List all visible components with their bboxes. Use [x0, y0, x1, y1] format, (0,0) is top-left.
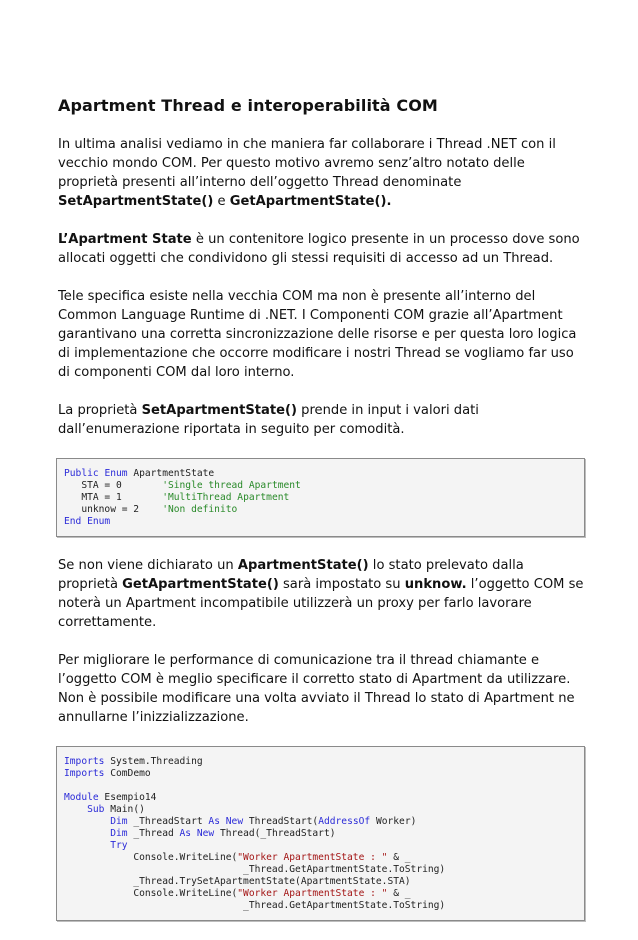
code-keyword: Imports: [64, 756, 105, 767]
code-text: MTA = 1: [64, 492, 163, 503]
bold-term: GetApartmentState(): [122, 577, 279, 592]
code-line: [64, 828, 578, 840]
bold-term: SetApartmentState(): [141, 403, 297, 418]
code-text: unknow = 2: [64, 504, 163, 515]
code-text: STA = 0: [64, 480, 163, 491]
code-line: [64, 504, 578, 516]
code-line: [64, 492, 578, 504]
bold-term: ApartmentState(): [237, 558, 369, 573]
code-block-enum: [56, 458, 585, 537]
code-keyword: As: [208, 816, 220, 827]
code-text: _Thread.GetApartmentState.ToString): [64, 900, 446, 911]
bold-term: GetApartmentState().: [229, 194, 392, 209]
code-indent: [64, 888, 133, 899]
code-line: [64, 888, 578, 900]
code-text: & _: [387, 852, 411, 863]
code-line: [64, 816, 578, 828]
code-line: [64, 468, 578, 480]
code-keyword: End: [64, 516, 82, 527]
code-keyword: Module: [64, 792, 99, 803]
text: In ultima analisi vediamo in che maniera far collaborare i Thread .NET con il vecchio mondo COM. Per questo motivo avremo senz’altro notato delle proprietà presenti all’interno dell’oggetto Thread denominate: [58, 137, 556, 190]
text: lo stato prelevato dalla proprietà: [58, 558, 524, 592]
code-comment: 'MultiThread Apartment: [162, 492, 290, 503]
code-keyword: AddressOf: [318, 816, 371, 827]
code-line: [64, 756, 578, 768]
code-text: Main(): [104, 804, 145, 815]
code-line: [64, 900, 578, 912]
code-text: _ThreadStart: [127, 816, 209, 827]
code-text: & _: [387, 888, 411, 899]
code-string: "Worker ApartmentState : ": [237, 852, 388, 863]
code-keyword: Imports: [64, 768, 105, 779]
code-line: [64, 768, 578, 780]
code-keyword: Enum: [87, 516, 111, 527]
code-line: [64, 792, 578, 804]
text: sarà impostato su: [278, 577, 405, 592]
code-text: _Thread.TrySetApartmentState(ApartmentState.STA): [64, 876, 411, 887]
bold-term: SetApartmentState(): [58, 194, 214, 209]
code-text: Thread(_ThreadStart): [214, 828, 336, 839]
code-text: _Thread.GetApartmentState.ToString): [64, 864, 446, 875]
code-keyword: New: [196, 828, 215, 839]
bold-term: unknow.: [404, 577, 467, 592]
code-keyword: Public: [64, 468, 99, 479]
code-string: "Worker ApartmentState : ": [237, 888, 388, 899]
code-indent: [64, 816, 110, 827]
code-block-example: [56, 746, 585, 921]
section-heading: Apartment Thread e interoperabilità COM: [58, 96, 438, 115]
code-line: [64, 840, 578, 852]
code-comment: 'Single thread Apartment: [162, 480, 301, 491]
bold-term: L’Apartment State: [58, 232, 192, 247]
code-line: [64, 804, 578, 816]
text: e: [213, 194, 230, 209]
code-indent: [64, 852, 133, 863]
code-text: _Thread: [127, 828, 180, 839]
code-keyword: New: [225, 816, 244, 827]
text: prende in input i valori dati dall’enumerazione riportata in seguito per comodità.: [58, 403, 479, 437]
code-indent: [64, 828, 110, 839]
code-keyword: Try: [110, 840, 128, 851]
code-text: ThreadStart(: [243, 816, 319, 827]
code-line: [64, 864, 578, 876]
code-line-empty: [64, 780, 578, 792]
code-text: ApartmentState: [127, 468, 215, 479]
code-line: [64, 516, 578, 528]
code-text: ComDemo: [104, 768, 151, 779]
code-text: Console.WriteLine(: [133, 852, 238, 863]
code-keyword: Dim: [110, 816, 128, 827]
code-text: Worker): [370, 816, 417, 827]
code-indent: [64, 804, 87, 815]
paragraph-set-apartment: [58, 401, 586, 439]
code-text: Esempio14: [98, 792, 157, 803]
paragraph-apartment-state: [58, 230, 586, 268]
text: l’oggetto COM se noterà un Apartment incompatibile utilizzerà un proxy per farlo lavorare correttamente.: [58, 577, 584, 630]
code-indent: [64, 840, 110, 851]
text: Se non viene dichiarato un: [58, 558, 238, 573]
code-keyword: Enum: [104, 468, 128, 479]
code-line: [64, 876, 578, 888]
code-text: Console.WriteLine(: [133, 888, 238, 899]
text: è un contenitore logico presente in un processo dove sono allocati oggetti che condividono gli stessi requisiti di accesso ad un Thread.: [58, 232, 580, 266]
paragraph-performance: Per migliorare le performance di comunicazione tra il thread chiamante e l’oggetto COM è meglio specificare il corretto stato di Apartment da utilizzare. Non è possibile modificare una volta avviato il Thread lo stato di Apartment ne annullarne l’inizzializzazione.: [58, 653, 575, 725]
code-keyword: As: [179, 828, 192, 839]
paragraph-com: Tele specifica esiste nella vecchia COM ma non è presente all’interno del Common Language Runtime di .NET. I Componenti COM grazie all’Apartment garantivano una corretta sincronizzazione delle risorse e per questa loro logica di implementazione che occorre modificare i nostri Thread se vogliamo far uso di componenti COM dal loro interno.: [58, 289, 577, 380]
text: La proprietà: [58, 403, 142, 418]
code-text: System.Threading: [104, 756, 203, 767]
document-page: [58, 96, 586, 940]
paragraph-intro: [58, 135, 586, 211]
code-keyword: Sub: [87, 804, 105, 815]
code-comment: 'Non definito: [162, 504, 238, 515]
paragraph-get-apartment: [58, 556, 586, 632]
code-line: [64, 480, 578, 492]
code-keyword: Dim: [110, 828, 128, 839]
code-line: [64, 852, 578, 864]
